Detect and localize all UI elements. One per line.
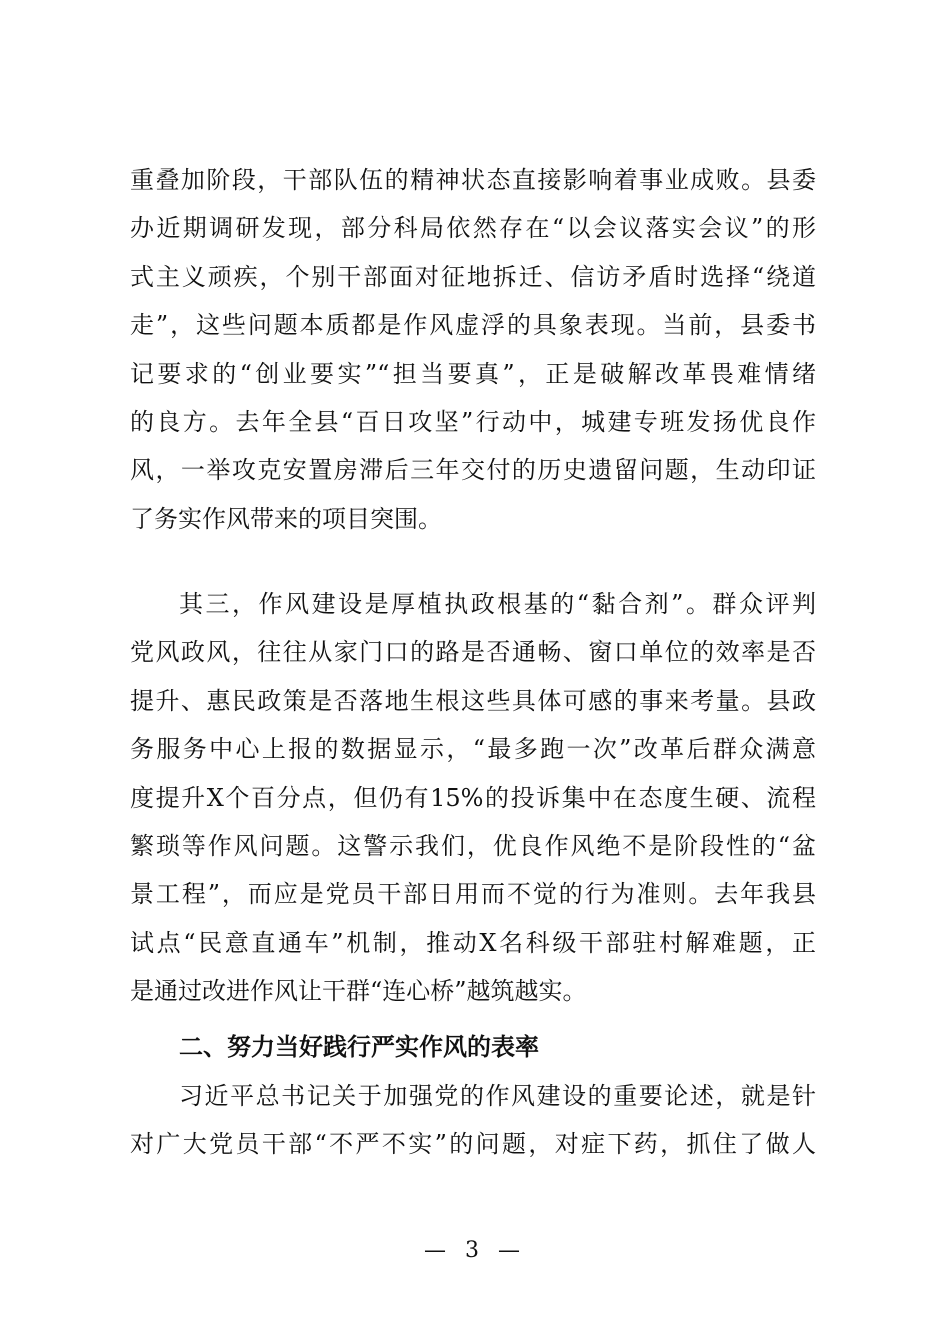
text-line: 务服务中心上报的数据显示，“最多跑一次”改革后群众满意 (130, 735, 816, 764)
text-line: 提升、惠民政策是否落地生根这些具体可感的事来考量。县政 (130, 686, 816, 715)
text-line: 是通过改进作风让干群“连心桥”越筑越实。 (130, 977, 587, 1006)
text-line: 记要求的“创业要实”“担当要真”，正是破解改革畏难情绪 (130, 359, 816, 388)
text-line: 走”，这些问题本质都是作风虚浮的具象表现。当前，县委书 (130, 311, 816, 340)
text-line: 对广大党员干部“不严不实”的问题，对症下药，抓住了做人 (130, 1130, 816, 1159)
text-line: 重叠加阶段，干部队伍的精神状态直接影响着事业成败。县委 (130, 166, 816, 194)
page-number: — 3 — (424, 1238, 526, 1263)
text-line: 的良方。去年全县“百日攻坚”行动中，城建专班发扬优良作 (130, 407, 816, 436)
text-line: 繁琐等作风问题。这警示我们，优良作风绝不是阶段性的“盆 (130, 831, 816, 860)
section-heading: 二、努力当好践行严实作风的表率 (179, 1033, 539, 1061)
text-line: 习近平总书记关于加强党的作风建设的重要论述，就是针 (179, 1082, 816, 1110)
paragraph-2 (130, 580, 816, 1016)
text-line: 式主义顽疾，个别干部面对征地拆迁、信访矛盾时选择“绕道 (130, 262, 816, 291)
text-line: 景工程”，而应是党员干部日用而不觉的行为准则。去年我县 (130, 880, 816, 909)
text-line: 度提升X个百分点，但仍有15%的投诉集中在态度生硬、流程 (130, 783, 816, 812)
text-line: 风，一举攻克安置房滞后三年交付的历史遗留问题，生动印证 (130, 456, 816, 485)
text-line: 办近期调研发现，部分科局依然存在“以会议落实会议”的形 (130, 214, 816, 243)
text-line: 党风政风，往往从家门口的路是否通畅、窗口单位的效率是否 (130, 638, 816, 667)
text-line: 试点“民意直通车”机制，推动X名科级干部驻村解难题，正 (130, 928, 816, 957)
text-line: 其三，作风建设是厚植执政根基的“黏合剂”。群众评判 (179, 590, 816, 618)
paragraph-3 (130, 1072, 816, 1169)
paragraph-1 (130, 156, 816, 543)
text-line: 了务实作风带来的项目突围。 (130, 504, 442, 533)
